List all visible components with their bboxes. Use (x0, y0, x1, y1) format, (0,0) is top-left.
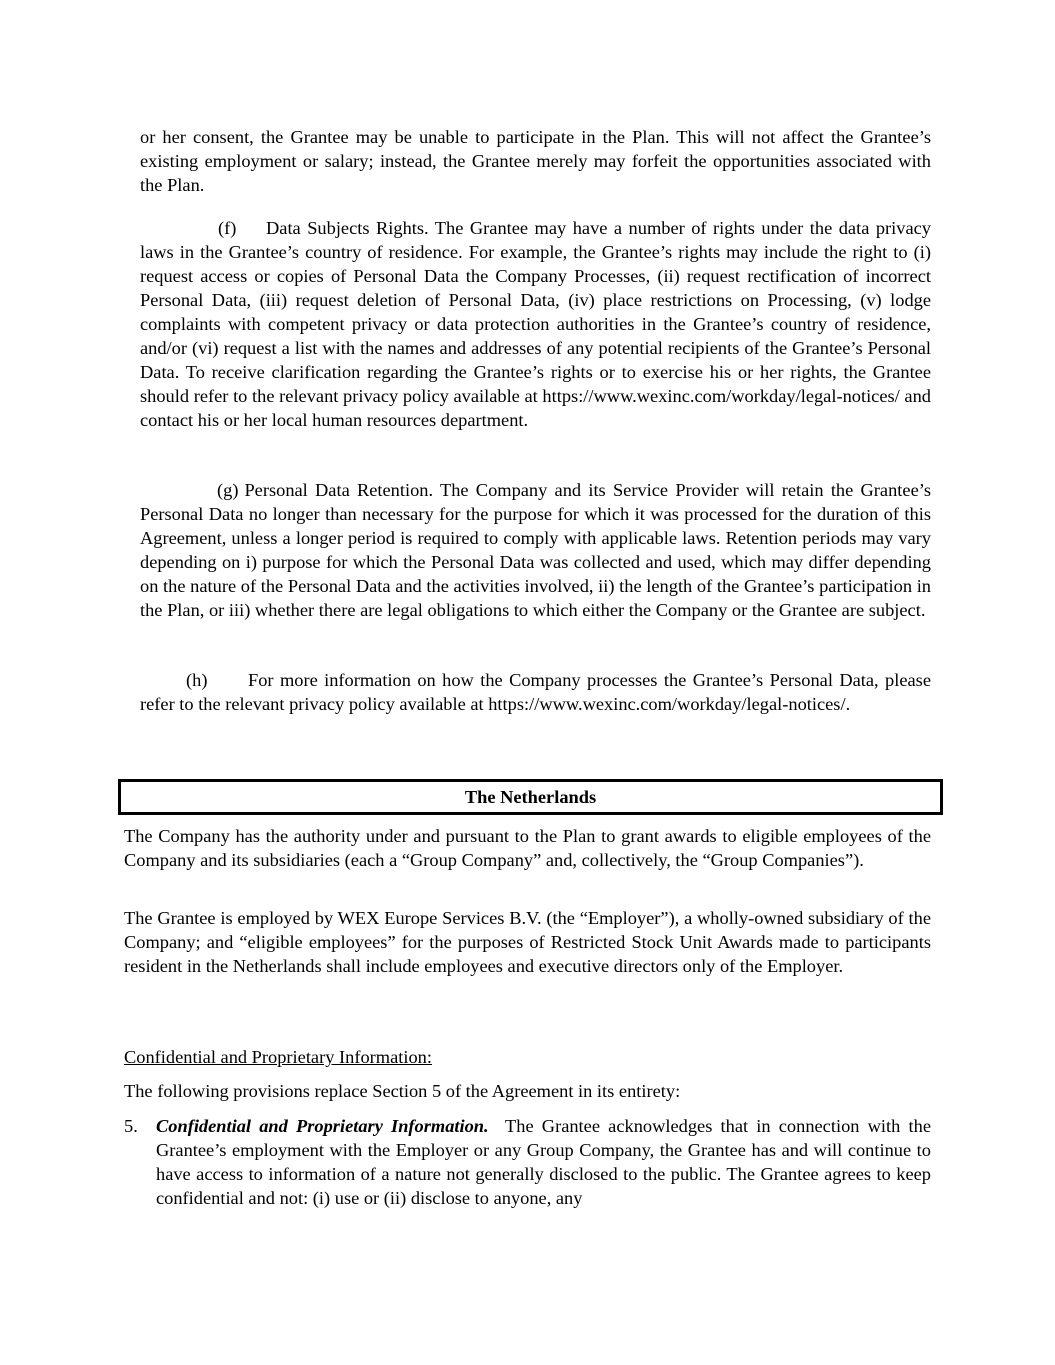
replacement-intro (124, 1079, 931, 1103)
item-5-text: The Grantee acknowledges that in connection with the Grantee’s employment with the Employer or any Group Company, the Grantee has and will continue to have access to information of a nature not generally disclosed to the public. The Grantee agrees to keep confidential and not: (i) use or (ii) disclose to anyone, any (156, 1116, 931, 1208)
section-title-text: The Netherlands (464, 787, 597, 807)
item-5-number: 5. (124, 1116, 138, 1136)
netherlands-paragraph-1 (124, 824, 931, 872)
confidential-subheading-text: Confidential and Proprietary Information: (124, 1047, 432, 1067)
confidential-subheading (124, 1045, 931, 1069)
paragraph-g-label: (g) (217, 480, 239, 500)
continuation-paragraph (140, 125, 931, 197)
continuation-text: or her consent, the Grantee may be unable to participate in the Plan. This will not affect the Grantee’s existing employment or salary; instead, the Grantee merely may forfeit the opportunities associated with the Plan. (140, 127, 931, 195)
paragraph-g-text: Personal Data Retention. The Company and its Service Provider will retain the Grantee’s Personal Data no longer than necessary for the purpose for which it was processed for the duration of this Agreement, unless a longer period is required to comply with applicable laws. Retention periods may vary depending on i) purpose for which the Personal Data was collected and used, which may differ depending on the nature of the Personal Data and the activities involved, ii) the length of the Grantee’s participation in the Plan, or iii) whether there are legal obligations to which either the Company or the Grantee are subject. (140, 480, 931, 620)
netherlands-paragraph-2-text: The Grantee is employed by WEX Europe Services B.V. (the “Employer”), a wholly-owned subsidiary of the Company; and “eligible employees” for the purposes of Restricted Stock Unit Awards made to participants resident in the Netherlands shall include employees and executive directors only of the Employer. (124, 908, 931, 976)
item-5-body (156, 1114, 931, 1210)
paragraph-h-text: For more information on how the Company processes the Grantee’s Personal Data, please refer to the relevant privacy policy available at https://www.wexinc.com/workday/legal-notices/. (140, 670, 931, 714)
paragraph-f-label: (f) (218, 218, 237, 238)
netherlands-paragraph-2 (124, 906, 931, 978)
item-5-title: Confidential and Proprietary Information. (156, 1116, 489, 1136)
paragraph-h (140, 668, 931, 716)
paragraph-h-label: (h) (186, 670, 208, 690)
paragraph-f-text: Data Subjects Rights. The Grantee may have a number of rights under the data privacy laws in the Grantee’s country of residence. For example, the Grantee’s rights may include the right to (i) request access or copies of Personal Data the Company Processes, (ii) request rectification of incorrect Personal Data, (iii) request deletion of Personal Data, (iv) place restrictions on Processing, (v) lodge complaints with competent privacy or data protection authorities in the Grantee’s country of residence, and/or (vi) request a list with the names and addresses of any potential recipients of the Grantee’s Personal Data. To receive clarification regarding the Grantee’s rights or to exercise his or her rights, the Grantee should refer to the relevant privacy policy available at https://www.wexinc.com/workday/legal-notices/ and contact his or her local human resources department. (140, 218, 931, 430)
replacement-intro-text: The following provisions replace Section 5 of the Agreement in its entirety: (124, 1081, 681, 1101)
paragraph-g (140, 478, 931, 622)
paragraph-f (140, 216, 931, 432)
netherlands-paragraph-1-text: The Company has the authority under and pursuant to the Plan to grant awards to eligible employees of the Company and its subsidiaries (each a “Group Company” and, collectively, the “Group Companies”). (124, 826, 931, 870)
section-title-netherlands (118, 779, 943, 815)
